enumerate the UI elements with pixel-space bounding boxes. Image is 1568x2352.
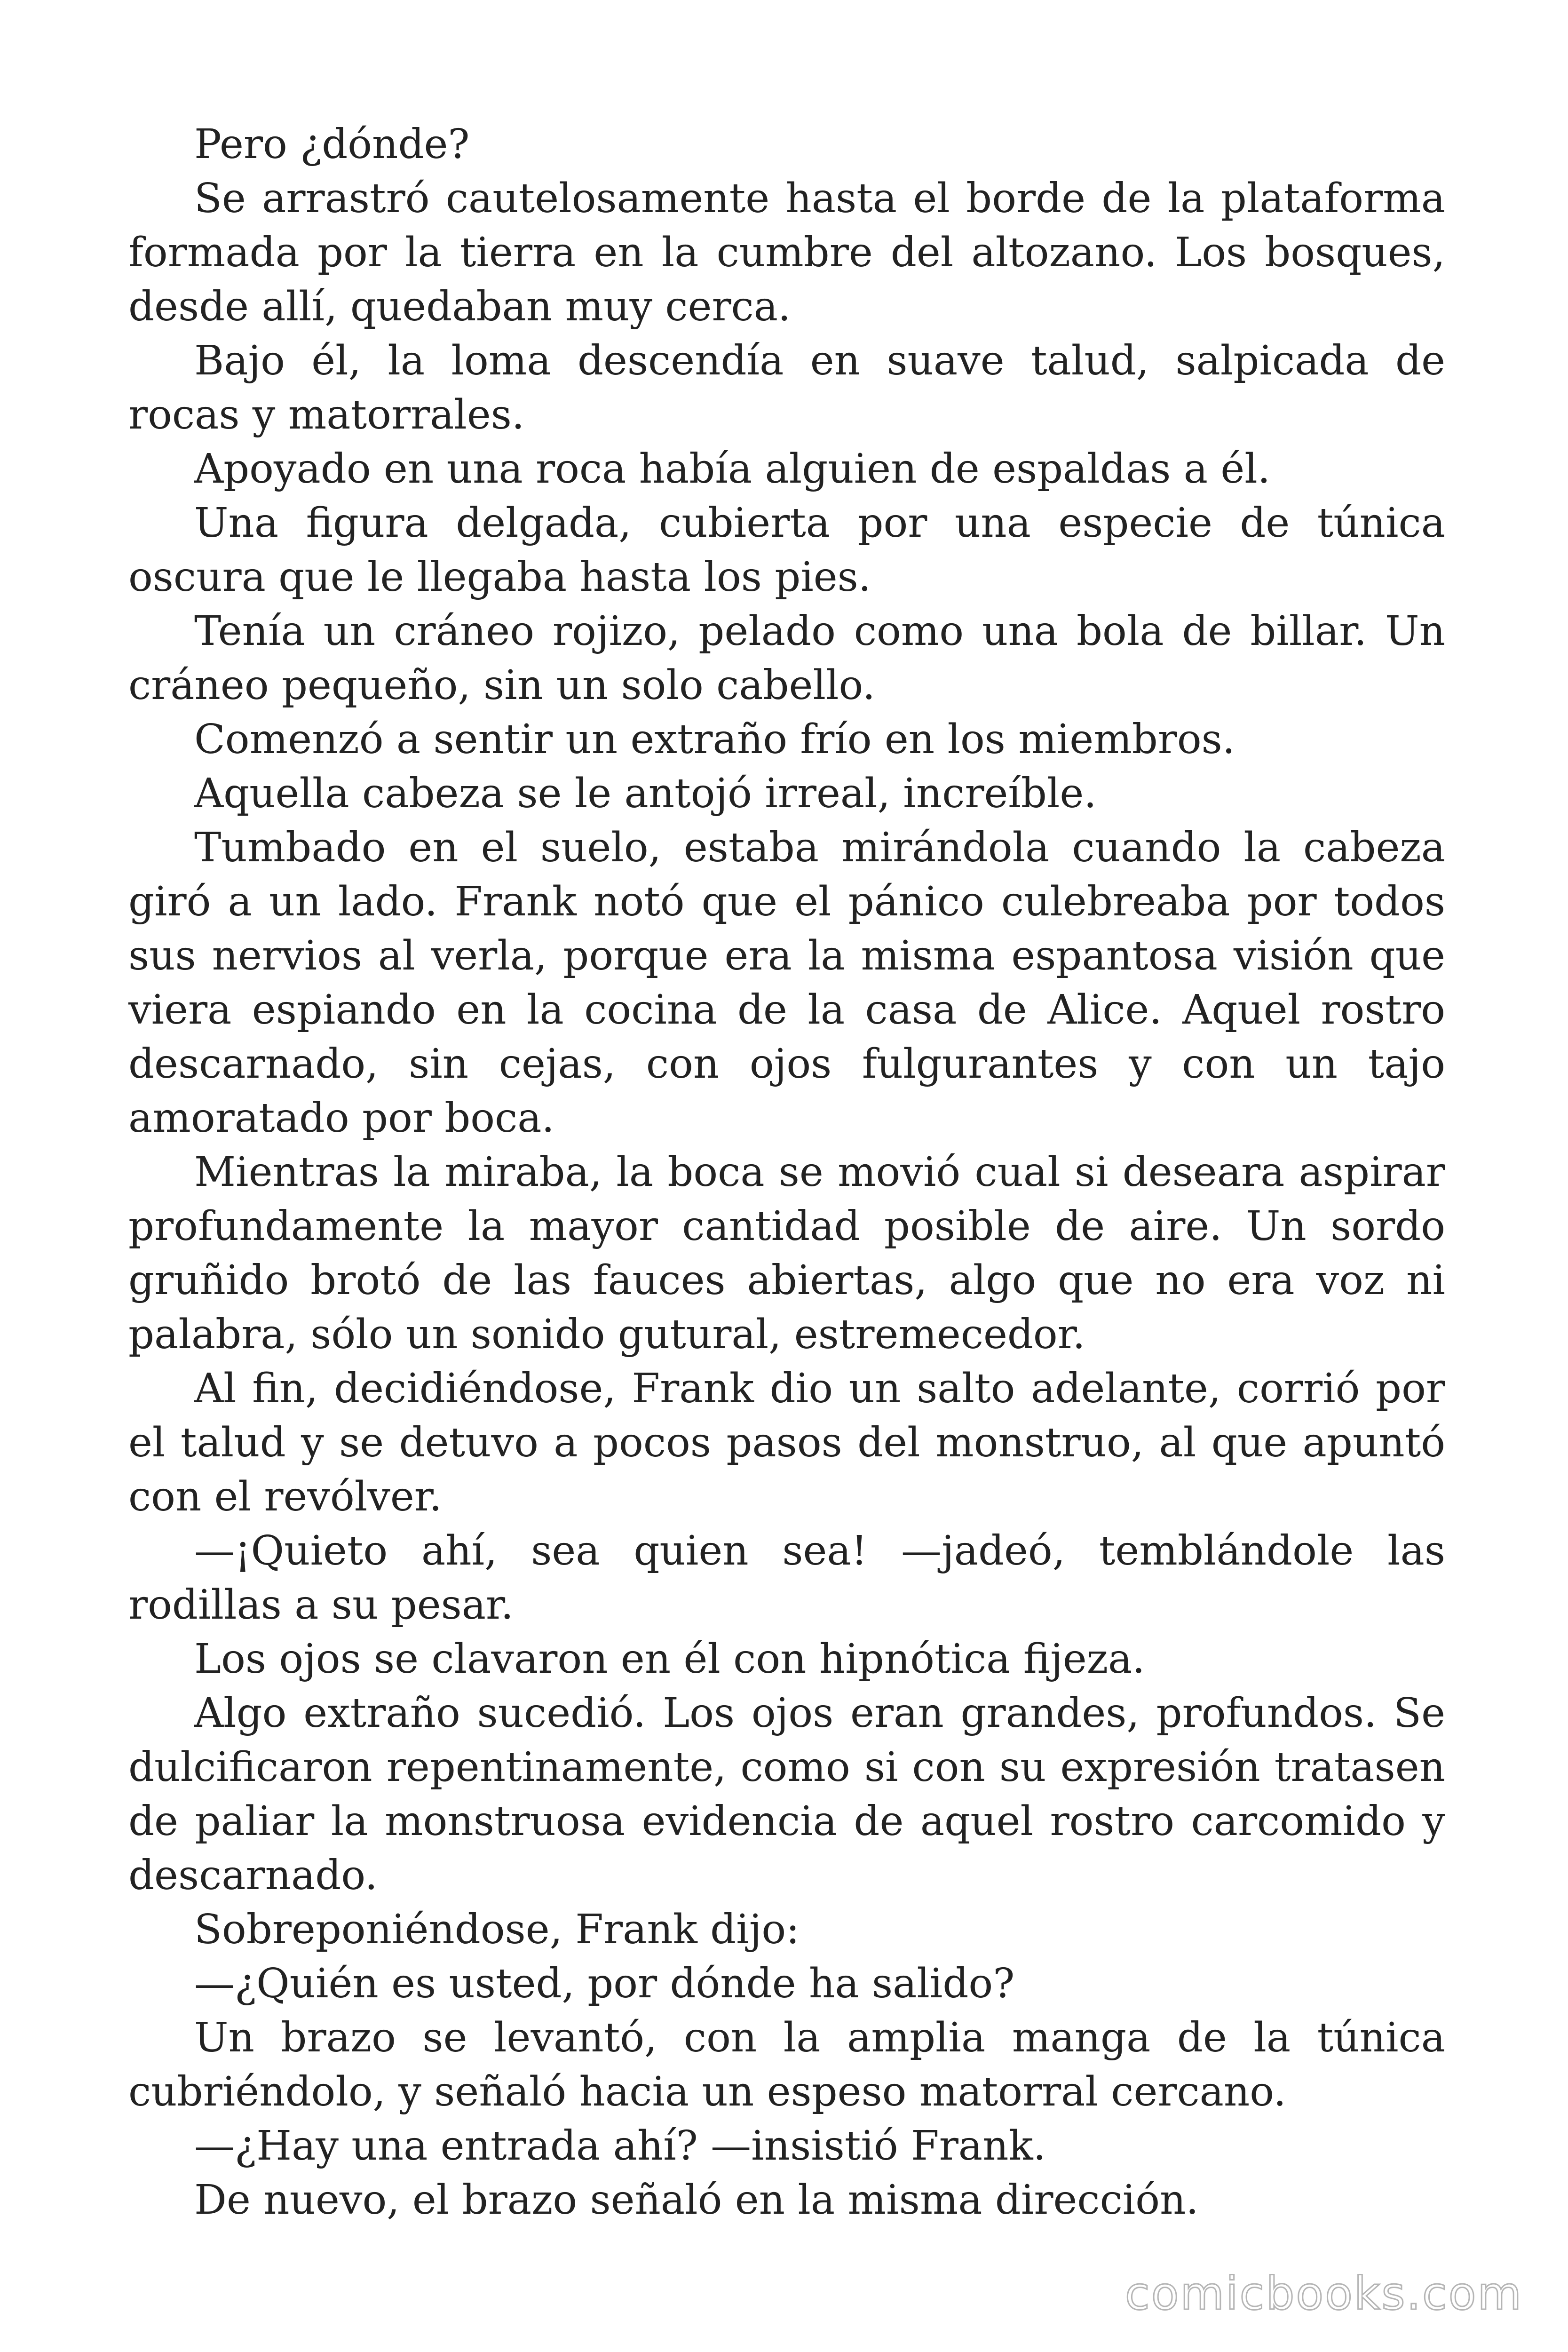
paragraph: Apoyado en una roca había alguien de espaldas a él. — [194, 445, 1271, 493]
paragraph: Al fin, decidiéndose, Frank dio un salto adelante, corrió por el talud y se detuvo a pocos pasos del monstruo, al que apuntó con el revólver. — [128, 1365, 1445, 1520]
page-body — [128, 118, 1445, 2227]
paragraph: Tumbado en el suelo, estaba mirándola cuando la cabeza giró a un lado. Frank notó que el pánico culebreaba por todos sus nervios al verla, porque era la misma espantosa visión que viera espiando en la cocina de la casa de Alice. Aquel rostro descarnado, sin cejas, con ojos fulgurantes y con un tajo amoratado por boca. — [128, 824, 1445, 1142]
paragraph: Comenzó a sentir un extraño frío en los miembros. — [194, 716, 1235, 763]
paragraph: Mientras la miraba, la boca se movió cual si deseara aspirar profundamente la mayor cantidad posible de aire. Un sordo gruñido brotó de las fauces abiertas, algo que no era voz ni palabra, sólo un sonido gutural, estremecedor. — [128, 1149, 1445, 1358]
paragraph: Se arrastró cautelosamente hasta el borde de la plataforma formada por la tierra en la cumbre del altozano. Los bosques, desde allí, quedaban muy cerca. — [128, 175, 1445, 330]
paragraph: Aquella cabeza se le antojó irreal, increíble. — [194, 770, 1097, 817]
paragraph: Algo extraño sucedió. Los ojos eran grandes, profundos. Se dulcificaron repentinamente, como si con su expresión tratasen de paliar la monstruosa evidencia de aquel rostro carcomido y descarnado. — [128, 1690, 1445, 1899]
paragraph: Bajo él, la loma descendía en suave talud, salpicada de rocas y matorrales. — [128, 337, 1445, 438]
paragraph: Los ojos se clavaron en él con hipnótica fijeza. — [194, 1636, 1145, 1683]
paragraph: Tenía un cráneo rojizo, pelado como una bola de billar. Un cráneo pequeño, sin un solo cabello. — [128, 608, 1445, 709]
watermark: comicbooks.com — [1125, 2267, 1523, 2320]
paragraph: —¡Quieto ahí, sea quien sea! —jadeó, temblándole las rodillas a su pesar. — [128, 1527, 1445, 1629]
paragraph: De nuevo, el brazo señaló en la misma dirección. — [194, 2177, 1199, 2224]
paragraph: —¿Quién es usted, por dónde ha salido? — [194, 1960, 1015, 2007]
paragraph: Una figura delgada, cubierta por una especie de túnica oscura que le llegaba hasta los pies. — [128, 500, 1445, 601]
paragraph: —¿Hay una entrada ahí? —insistió Frank. — [194, 2122, 1046, 2169]
paragraph: Un brazo se levantó, con la amplia manga de la túnica cubriéndolo, y señaló hacia un espeso matorral cercano. — [128, 2014, 1445, 2115]
paragraph: Pero ¿dónde? — [194, 121, 470, 168]
paragraph: Sobreponiéndose, Frank dijo: — [194, 1906, 800, 1953]
